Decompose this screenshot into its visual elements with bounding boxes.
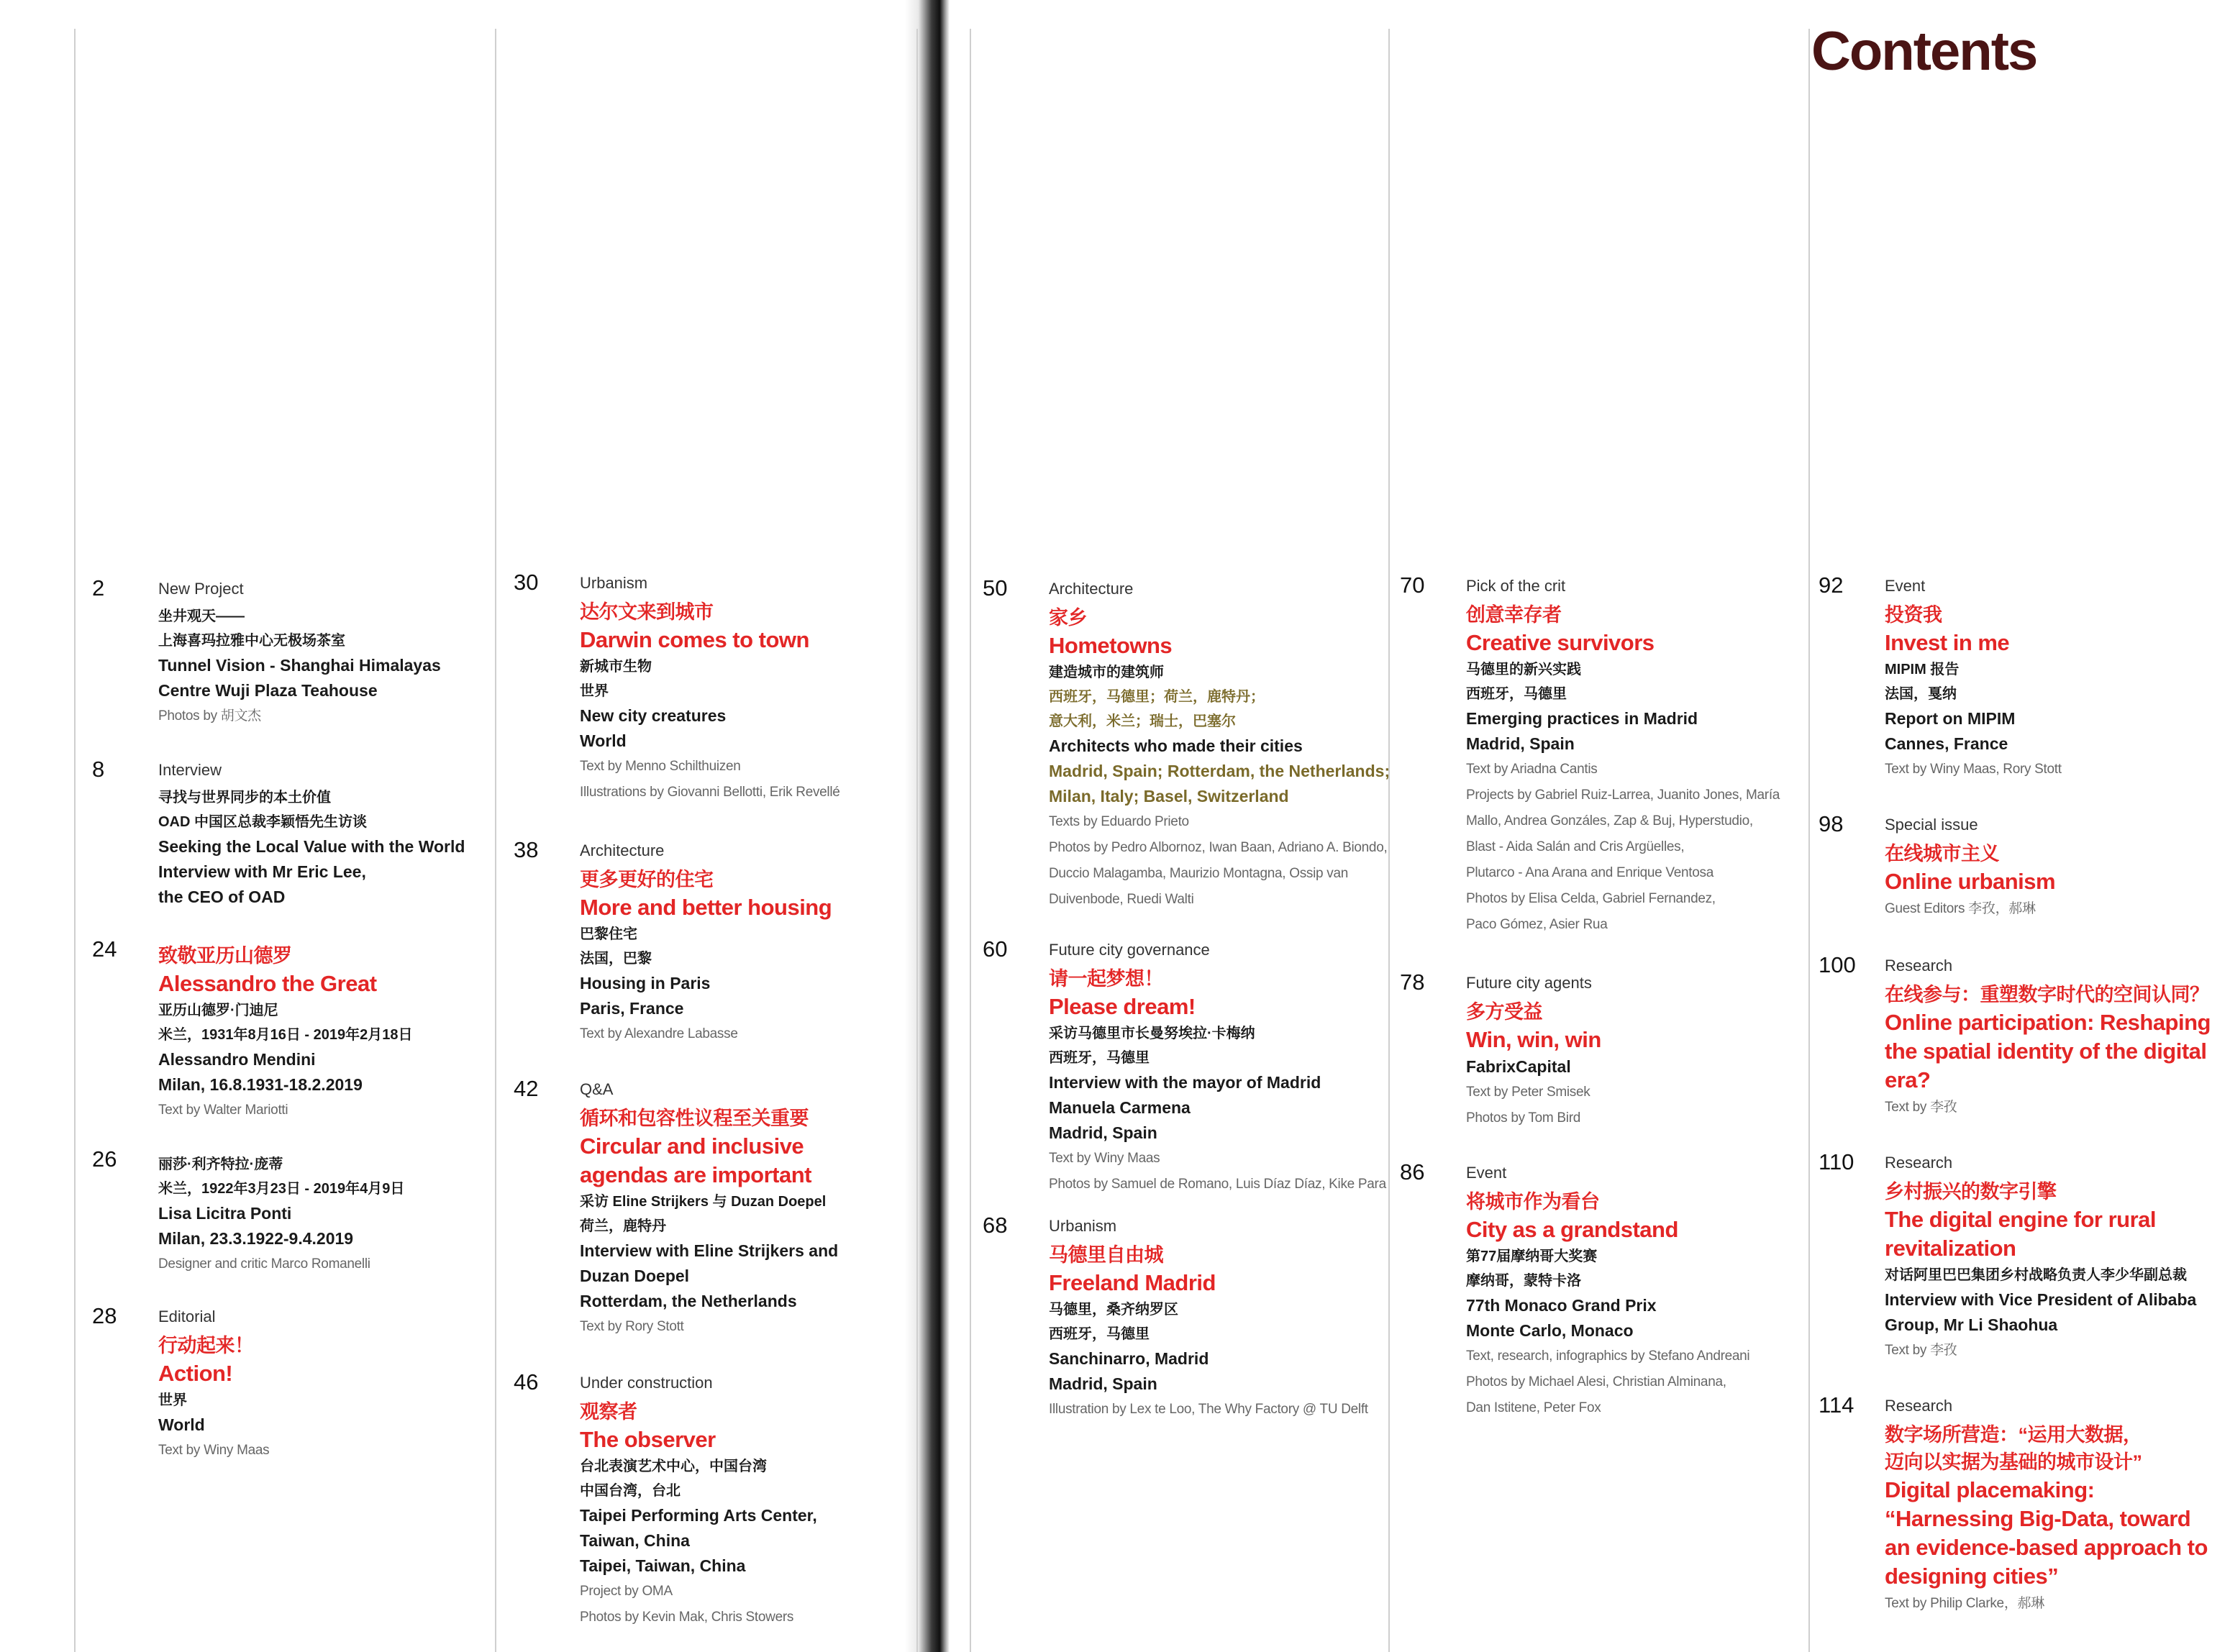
entry-subtitle: Milan, 16.8.1931-18.2.2019 [158, 1075, 363, 1094]
entry-subtitle: Taiwan, China [580, 1531, 690, 1550]
entry-title-cn: 迈向以实据为基础的城市设计” [1885, 1451, 2142, 1473]
entry-title-cn: 将城市作为看台 [1466, 1191, 1600, 1213]
entry-subtitle-cn: 马德里的新兴实践 [1466, 662, 1581, 677]
entry-credit: Photos by 胡文杰 [158, 708, 261, 724]
entry-title: City as a grandstand [1466, 1217, 1678, 1242]
entry-subtitle: Duzan Doepel [580, 1267, 690, 1285]
entry-credit: Text by Winy Maas [158, 1443, 270, 1458]
entry-subtitle: Lisa Licitra Ponti [158, 1204, 292, 1223]
entry-subtitle-cn: 马德里，桑齐纳罗区 [1049, 1302, 1178, 1318]
entry-subtitle: Interview with the mayor of Madrid [1049, 1073, 1321, 1092]
entry-subtitle: Rotterdam, the Netherlands [580, 1292, 797, 1310]
entry-credit: Text by Ariadna Cantis [1466, 762, 1598, 777]
entry-title-cn: 循环和包容性议程至关重要 [580, 1108, 809, 1129]
entry-subtitle: Madrid, Spain [1049, 1123, 1157, 1142]
page-number: 100 [1819, 952, 1856, 977]
section-category: Architecture [580, 841, 665, 859]
entry-subtitle: Milan, 23.3.1922-9.4.2019 [158, 1229, 354, 1248]
entry-credit: Duccio Malagamba, Maurizio Montagna, Ossip van [1049, 866, 1349, 881]
entry-subtitle-cn: 西班牙，马德里 [1049, 1326, 1150, 1342]
entry-credit: Text by 李孜 [1885, 1343, 1957, 1358]
entry-credit: Illustrations by Giovanni Bellotti, Erik Revellé [580, 785, 840, 800]
entry-body [580, 1076, 968, 1340]
entry-subtitle: Seeking the Local Value with the World [158, 837, 465, 856]
entry-subtitle-cn: 新城市生物 [580, 659, 652, 675]
entry-title: The observer [580, 1427, 716, 1452]
entry-title: designing cities” [1885, 1564, 2059, 1589]
entry-body [580, 837, 968, 1047]
page-number: 24 [92, 936, 117, 962]
section-category: New Project [158, 580, 244, 598]
page-number: 38 [514, 837, 539, 862]
entry-credit: Text, research, infographics by Stefano Andreani [1466, 1348, 1750, 1364]
entry-subtitle-cn: 坐井观天—— [158, 608, 245, 624]
entry-title: revitalization [1885, 1236, 2016, 1261]
page-number: 8 [92, 757, 105, 782]
entry-body [1466, 572, 1854, 938]
entry-title: “Harnessing Big-Data, toward [1885, 1506, 2191, 1531]
entry-subtitle: Report on MIPIM [1885, 709, 2016, 728]
entry-subtitle-cn: 中国台湾，台北 [580, 1483, 681, 1499]
entry-credit: Paco Gómez, Asier Rua [1466, 917, 1608, 932]
entry-subtitle: Interview with Mr Eric Lee, [158, 862, 366, 881]
page-number: 70 [1400, 572, 1425, 598]
entry-subtitle-cn: 世界 [158, 1392, 187, 1408]
entry-subtitle-cn: 台北表演艺术中心，中国台湾 [580, 1459, 767, 1474]
page-number: 68 [983, 1213, 1008, 1238]
entry-subtitle: Taipei Performing Arts Center, [580, 1506, 817, 1525]
entry-title-cn: 多方受益 [1466, 1001, 1542, 1023]
entry-credit: Text by 李孜 [1885, 1100, 1957, 1115]
entry-title: the spatial identity of the digital [1885, 1039, 2207, 1064]
entry-body [1885, 952, 2230, 1121]
entry-credit: Text by Winy Maas, Rory Stott [1885, 762, 2062, 777]
entry-body [158, 1303, 547, 1464]
entry-body [158, 575, 547, 729]
entry-title: Digital placemaking: [1885, 1477, 2095, 1502]
section-category: Special issue [1885, 816, 1978, 834]
entry-credit: Text by Winy Maas [1049, 1151, 1160, 1166]
section-category: Event [1885, 577, 1926, 595]
section-category: Interview [158, 761, 222, 779]
entry-title: Online urbanism [1885, 869, 2056, 894]
section-category: Future city governance [1049, 941, 1210, 959]
entry-credit: Illustration by Lex te Loo, The Why Factory @ TU Delft [1049, 1402, 1368, 1417]
entry-body [580, 1369, 968, 1630]
entry-subtitle-cn: 西班牙，马德里 [1049, 1050, 1150, 1066]
entry-subtitle: Emerging practices in Madrid [1466, 709, 1698, 728]
entry-body [1466, 1159, 1854, 1421]
page-number: 26 [92, 1146, 117, 1172]
page-number: 114 [1819, 1392, 1854, 1418]
section-category: Q&A [580, 1080, 614, 1098]
section-category: Editorial [158, 1308, 216, 1325]
entry-title-cn: 在线城市主义 [1885, 843, 1999, 864]
entry-title: Invest in me [1885, 630, 2010, 655]
entry-subtitle-cn: 世界 [580, 683, 609, 699]
entry-subtitle-cn: 对话阿里巴巴集团乡村战略负责人李少华副总裁 [1885, 1267, 2187, 1283]
entry-credit: Photos by Tom Bird [1466, 1110, 1580, 1126]
entry-credit: Text by Alexandre Labasse [580, 1026, 738, 1041]
entry-subtitle-cn: 摩纳哥，蒙特卡洛 [1466, 1273, 1581, 1289]
page-number: 60 [983, 936, 1008, 962]
entry-title-cn: 家乡 [1049, 607, 1087, 629]
entry-body [1885, 1392, 2230, 1617]
entry-title: Creative survivors [1466, 630, 1655, 655]
entry-subtitle: Tunnel Vision - Shanghai Himalayas [158, 656, 441, 675]
entry-title: Please dream! [1049, 994, 1196, 1019]
entry-credit: Texts by Eduardo Prieto [1049, 814, 1189, 829]
page-title: Contents [1811, 21, 2037, 82]
entry-subtitle-cn: 寻找与世界同步的本土价值 [158, 790, 331, 806]
entry-subtitle: Housing in Paris [580, 974, 711, 992]
page-number: 46 [514, 1369, 539, 1395]
column-rule [74, 29, 76, 1652]
entry-title: Freeland Madrid [1049, 1270, 1216, 1295]
entry-subtitle-cn: 巴黎住宅 [580, 926, 637, 942]
entry-credit: Text by Peter Smisek [1466, 1085, 1590, 1100]
entry-subtitle-cn: 亚历山德罗·门迪尼 [158, 1003, 278, 1018]
entry-title: Circular and inclusive [580, 1133, 804, 1159]
section-category: Research [1885, 1397, 1953, 1415]
entry-title: era? [1885, 1067, 1931, 1092]
entry-title-cn: 创意幸存者 [1466, 604, 1562, 626]
entry-subtitle: Taipei, Taiwan, China [580, 1556, 746, 1575]
entry-subtitle: Group, Mr Li Shaohua [1885, 1315, 2058, 1334]
entry-credit: Designer and critic Marco Romanelli [158, 1256, 370, 1272]
entry-subtitle: Cannes, France [1885, 734, 2008, 753]
entry-title-cn: 投资我 [1885, 604, 1942, 626]
entry-body [1885, 572, 2230, 782]
entry-title: Win, win, win [1466, 1027, 1601, 1052]
section-category: Urbanism [1049, 1217, 1117, 1235]
entry-body [158, 757, 547, 910]
entry-subtitle: FabrixCapital [1466, 1057, 1571, 1076]
page-number: 92 [1819, 572, 1844, 598]
entry-subtitle: 77th Monaco Grand Prix [1466, 1296, 1657, 1315]
entry-subtitle-cn: 米兰，1922年3月23日 - 2019年4月9日 [158, 1181, 405, 1197]
entry-credit: Photos by Samuel de Romano, Luis Díaz Díaz, Kike Para [1049, 1177, 1386, 1192]
entry-title-cn: 达尔文来到城市 [580, 601, 714, 623]
entry-subtitle-cn: 建造城市的建筑师 [1049, 665, 1164, 680]
entry-subtitle-cn: OAD 中国区总裁李颖悟先生访谈 [158, 814, 367, 830]
entry-subtitle-cn: 荷兰，鹿特丹 [580, 1218, 666, 1234]
entry-title-cn: 观察者 [580, 1401, 637, 1423]
entry-title: More and better housing [580, 895, 832, 920]
entry-subtitle: Sanchinarro, Madrid [1049, 1349, 1209, 1368]
entry-title-cn: 乡村振兴的数字引擎 [1885, 1181, 2057, 1203]
entry-title: Darwin comes to town [580, 627, 809, 652]
entry-title: Online participation: Reshaping [1885, 1010, 2211, 1035]
entry-subtitle: Madrid, Spain [1049, 1374, 1157, 1393]
entry-credit: Text by Walter Mariotti [158, 1103, 288, 1118]
entry-subtitle: the CEO of OAD [158, 887, 286, 906]
entry-subtitle: New city creatures [580, 706, 727, 725]
entry-subtitle: Interview with Vice President of Alibaba [1885, 1290, 2197, 1309]
entry-subtitle: World [158, 1415, 205, 1434]
section-category: Under construction [580, 1374, 713, 1392]
page-number: 50 [983, 575, 1008, 601]
entry-subtitle-cn: 西班牙，马德里 [1466, 686, 1567, 702]
entry-subtitle: Manuela Carmena [1049, 1098, 1191, 1117]
entry-body [1049, 575, 1437, 913]
entry-title: an evidence-based approach to [1885, 1535, 2208, 1560]
entry-credit: Text by Menno Schilthuizen [580, 759, 741, 774]
entry-credit: Photos by Michael Alesi, Christian Alminana, [1466, 1374, 1726, 1389]
entry-subtitle-cn: 采访马德里市长曼努埃拉·卡梅纳 [1049, 1026, 1255, 1041]
entry-subtitle-cn: MIPIM 报告 [1885, 662, 1960, 677]
entry-subtitle: Madrid, Spain [1466, 734, 1575, 753]
entry-subtitle-cn: 意大利，米兰；瑞士，巴塞尔 [1049, 713, 1236, 729]
entry-title-cn: 行动起来！ [158, 1335, 254, 1356]
entry-subtitle: World [580, 731, 627, 750]
page-number: 2 [92, 575, 105, 601]
entry-title: Action! [158, 1361, 233, 1386]
entry-title-cn: 致敬亚历山德罗 [158, 945, 292, 967]
entry-body [158, 1146, 547, 1277]
entry-title-cn: 更多更好的住宅 [580, 869, 714, 890]
entry-title-cn: 在线参与：重塑数字时代的空间认同？ [1885, 984, 2209, 1005]
section-category: Pick of the crit [1466, 577, 1566, 595]
page-number: 42 [514, 1076, 539, 1101]
section-category: Research [1885, 1154, 1953, 1172]
entry-body [1885, 811, 2230, 922]
entry-subtitle-cn: 西班牙，马德里；荷兰，鹿特丹； [1049, 689, 1265, 705]
entry-title: Hometowns [1049, 633, 1173, 658]
section-category: Architecture [1049, 580, 1134, 598]
entry-subtitle: Centre Wuji Plaza Teahouse [158, 681, 378, 700]
entry-body [1049, 936, 1437, 1197]
entry-subtitle: Architects who made their cities [1049, 736, 1303, 755]
entry-subtitle-cn: 法国，戛纳 [1885, 686, 1957, 702]
entry-credit: Photos by Kevin Mak, Chris Stowers [580, 1610, 794, 1625]
entry-subtitle-cn: 米兰，1931年8月16日 - 2019年2月18日 [158, 1027, 413, 1043]
entry-title-cn: 数字场所营造：“运用大数据， [1885, 1424, 2142, 1446]
column-rule [970, 29, 971, 1652]
page-number: 110 [1819, 1149, 1854, 1174]
entry-subtitle-cn: 上海喜玛拉雅中心无极场茶室 [158, 633, 345, 649]
section-category: Urbanism [580, 574, 648, 592]
page-number: 98 [1819, 811, 1844, 836]
entry-subtitle: Madrid, Spain; Rotterdam, the Netherlands; [1049, 762, 1391, 780]
entry-subtitle: Monte Carlo, Monaco [1466, 1321, 1634, 1340]
entry-subtitle: Paris, France [580, 999, 684, 1018]
entry-credit: Duivenbode, Ruedi Walti [1049, 892, 1194, 907]
entry-title: Alessandro the Great [158, 971, 377, 996]
section-category: Research [1885, 957, 1953, 975]
entry-subtitle: Interview with Eline Strijkers and [580, 1241, 839, 1260]
entry-subtitle-cn: 法国，巴黎 [580, 951, 652, 967]
page-number: 30 [514, 570, 539, 595]
entry-credit: Plutarco - Ana Arana and Enrique Ventosa [1466, 865, 1714, 880]
entry-body [1466, 969, 1854, 1131]
entry-title: agendas are important [580, 1162, 811, 1187]
entry-subtitle-cn: 第77届摩纳哥大奖赛 [1466, 1249, 1598, 1264]
entry-title-cn: 马德里自由城 [1049, 1244, 1163, 1266]
section-category: Event [1466, 1164, 1507, 1182]
entry-credit: Text by Philip Clarke，郝琳 [1885, 1596, 2044, 1611]
entry-body [580, 570, 968, 806]
entry-credit: Text by Rory Stott [580, 1319, 684, 1334]
entry-title: The digital engine for rural [1885, 1207, 2156, 1232]
section-category: Future city agents [1466, 974, 1592, 992]
entry-body [1049, 1213, 1437, 1423]
entry-body [1885, 1149, 2230, 1364]
entry-title-cn: 请一起梦想！ [1049, 968, 1163, 990]
entry-credit: Guest Editors 李孜，郝琳 [1885, 901, 2036, 916]
entry-subtitle-cn: 丽莎·利齐特拉·庞蒂 [158, 1156, 283, 1172]
entry-credit: Photos by Pedro Albornoz, Iwan Baan, Adriano A. Biondo, [1049, 840, 1388, 855]
entry-subtitle: Milan, Italy; Basel, Switzerland [1049, 787, 1289, 806]
entry-credit: Mallo, Andrea Gonzáles, Zap & Buj, Hyperstudio, [1466, 813, 1753, 829]
entry-credit: Photos by Elisa Celda, Gabriel Fernandez, [1466, 891, 1716, 906]
entry-credit: Blast - Aida Salán and Cris Argüelles, [1466, 839, 1685, 854]
entry-subtitle-cn: 采访 Eline Strijkers 与 Duzan Doepel [580, 1194, 827, 1210]
entry-credit: Projects by Gabriel Ruiz-Larrea, Juanito Jones, María [1466, 788, 1780, 803]
entry-body [158, 936, 547, 1123]
entry-credit: Dan Istitene, Peter Fox [1466, 1400, 1601, 1415]
entry-subtitle: Alessandro Mendini [158, 1050, 316, 1069]
entry-credit: Project by OMA [580, 1584, 673, 1599]
page-number: 78 [1400, 969, 1425, 995]
page-number: 28 [92, 1303, 117, 1328]
page-number: 86 [1400, 1159, 1425, 1185]
